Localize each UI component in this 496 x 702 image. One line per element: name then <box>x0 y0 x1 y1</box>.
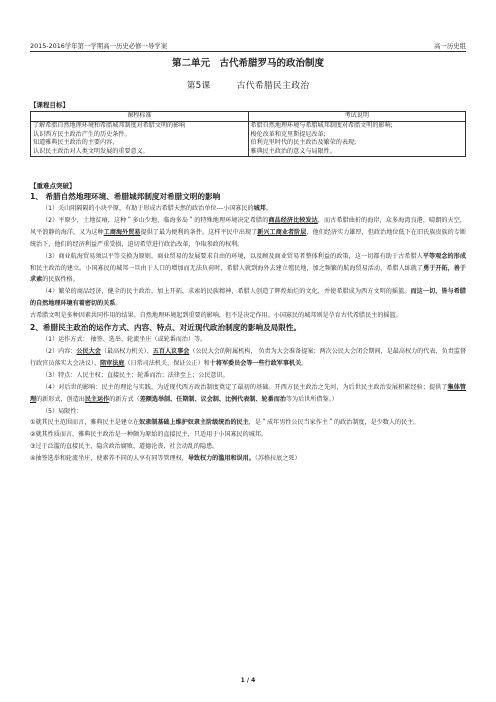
limitation-1: ①就其民主范围而言，雅典民主是建立在奴隶制基础上维护奴隶主阶级统治的民主，是＂成年男性公民当家作主＂的政治制度，是少数人的民主。 <box>30 419 420 427</box>
header-course: 2015-2016学年第一学期高一历史必修一导学案 <box>30 42 168 50</box>
lesson-title <box>0 80 496 92</box>
point-1: （1）运作方式： 抽签、选举、轮流坐庄（或轮番而治）等。 <box>42 336 207 344</box>
limitation-4: ④抽签选举和轮流坐庄，使素养不同的人享有同等管理权，导致权力的滥用和误用。（苏格拉底之死） <box>30 455 301 463</box>
goals-left-line: 了解希腊自然地理环境和希腊城邦制度对希腊文明的影响 <box>33 122 186 129</box>
section-goals-heading: 【课程目标】 <box>30 101 69 109</box>
point-5: （5）局限性： <box>42 407 83 415</box>
point-3: （3）特点：人民主权；直接民主；轮番而治；法律至上；公民意识。 <box>42 371 229 379</box>
page-number: 1 / 4 <box>240 677 256 684</box>
lesson-number: 第5课 <box>186 81 211 91</box>
goals-right-line: 梭伦改革和克里斯提尼改革; <box>250 130 326 138</box>
paragraph-4: （4）繁荣的商品经济，健全的民主政治，加上开拓、求索的民族精神，希腊人创造了辉煌灿烂的文化，并使希腊成为西方文明的摇篮。而这一切，皆与希腊的自然地理环境有着密切的关系。 <box>30 288 466 308</box>
goals-header-exam: 考试说明 <box>248 112 466 122</box>
goals-right-line: 希腊自然地理环境与希腊城邦制度对希腊文明的影响; <box>250 122 393 129</box>
section-key-heading: 【重难点突破】 <box>30 182 76 190</box>
limitation-2: ②就其性质而言，雅典民主政治是一种颇为原始的直接民主，只适用于小国寡民的城邦。 <box>30 431 268 439</box>
unit-title: 第二单元 古代希腊罗马的政治制度 <box>171 58 324 69</box>
goals-header-standard: 课程标准 <box>31 112 249 122</box>
goals-left-line: 认识民主政治对人类文明发展的重要意义。 <box>33 147 149 155</box>
goals-table <box>30 111 466 157</box>
goals-left-line: 知道雅典民主政治的主要内容， <box>33 139 119 147</box>
goals-standard-cell <box>31 122 249 157</box>
paragraph-2: （2）平原少，土地贫瘠，这种＂多山少地，临海多岛＂的特殊地理环境决定希腊的商品经济比较发达，而古希腊曲折的海岸，众多海湾良港，晴朗的天空，风平浪静的海洋，又为这种工商海外贸易提供了最为便利的条件。这样平民中出现了新兴工商业者阶层，他们经济实力雄厚，但政治地位低下在旧氏族贵族的专断统治下，他们的经济利益严重受损，迫切希望进行政治改革，争取参政的权利。 <box>30 216 467 248</box>
goals-right-line: 雅典民主政治的意义与局限性。 <box>250 147 336 155</box>
limitation-3: ③过于泛滥的直接民主，隐含政治腐败、道德沦丧、社会动乱的隐患。 <box>30 443 219 451</box>
heading-1: 1、 希腊自然地理环境、希腊城邦制度对希腊文明的影响 <box>30 192 221 201</box>
goals-left-line: 认识西方民主政治产生的历史条件。 <box>33 130 131 138</box>
page-header <box>30 41 466 52</box>
point-4: （4）对后世的影响：民主的理论与实践，为近现代西方政治制度奠定了最初的基础。开西方民主政治之先河，为后世民主政治发展积累经验；提供了集体管理的新形式，创造出民主运作的新方式（差额选举制、任期制、议会制、比例代表制、轮番而治等为后世所借鉴。） <box>30 383 466 403</box>
lesson-name: 古代希腊民主政治 <box>236 81 310 91</box>
paragraph-1: （1）关山阻隔隔的小块平原，有助于形成古希腊天然的政治单位---小国寡民的城邦。 <box>42 205 272 212</box>
goals-right-line: 伯利克里时代的民主政治及繁荣的表现; <box>250 139 357 147</box>
point-2: （2）内容：公民大会（最高权力机关）、五百人议事会（公民大会的附属机构， 负责为大会准备提案；两次公民大会闭会期间，是最高权力的代表，负责监督行政官员落实大会决议）、陪审法庭（日常司法机关，保证公正）和十将军委员会等一些行政军事机关。 <box>30 347 467 367</box>
goals-exam-cell <box>248 122 466 157</box>
header-group: 高一历史组 <box>434 42 466 50</box>
paragraph-5: 古希腊文明是多种因素共同作用的结果。自然地理环境起到重要的影响，但不是决定作用。小国寡民的城邦则是孕育古代希腊民主的摇篮。 <box>30 312 402 320</box>
paragraph-3: （3）商业航海贸易须以平等交换为原则，商业贸易的发展要求自由的环境，以及顾及商业贸易者整体利益的政策，这一切都有助于古希腊人平等观念的形成和民主政治的建立。小国寡民的城邦一旦由于人口的增加而无法负荷时，希腊人就到海外去建立殖民地，加之频繁的航海贸易活动，希腊人练就了勇于开拓，善于求索的民族性格。 <box>30 252 467 284</box>
main-body <box>30 191 466 465</box>
heading-2: 2、希腊民主政治的运作方式、内容、特点、对近现代政治制度的影响及局限性。 <box>30 323 302 333</box>
